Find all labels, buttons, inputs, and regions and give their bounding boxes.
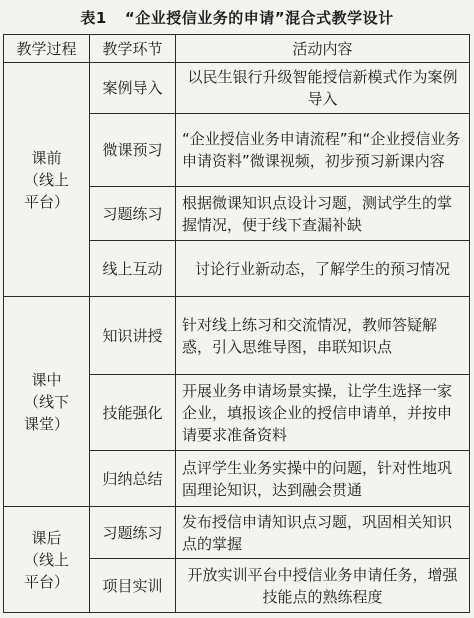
content-cell: “企业授信业务申请流程”和“企业授信业务申请资料”微课视频，初步预习新课内容 — [176, 114, 470, 187]
table-row — [4, 297, 470, 375]
stage-cell-pre — [4, 63, 90, 297]
header-content: 活动内容 — [176, 35, 470, 63]
header-row — [4, 35, 470, 63]
section-cell: 归纳总结 — [90, 451, 176, 507]
table-caption — [0, 0, 474, 34]
table-number: 表1 — [80, 8, 107, 27]
table-row — [4, 63, 470, 114]
stage-line: 课后 — [31, 528, 62, 547]
header-section: 教学环节 — [90, 35, 176, 63]
section-cell: 线上互动 — [90, 241, 176, 297]
content-cell: 点评学生业务实操中的问题，针对性地巩固理论知识，达到融会贯通 — [176, 451, 470, 507]
stage-line: （线下 — [23, 392, 69, 411]
section-cell: 知识讲授 — [90, 297, 176, 375]
stage-cell-post — [4, 507, 90, 613]
content-cell: 开放实训平台中授信业务申请任务，增强技能点的熟练程度 — [176, 559, 470, 613]
stage-line: 平台） — [23, 572, 69, 591]
content-cell: 以民生银行升级智能授信新模式作为案例导入 — [176, 63, 470, 114]
section-cell: 案例导入 — [90, 63, 176, 114]
stage-line: （线上 — [23, 550, 69, 569]
stage-line: 课前 — [31, 148, 62, 167]
section-cell: 习题练习 — [90, 507, 176, 559]
content-cell: 讨论行业新动态，了解学生的预习情况 — [176, 241, 470, 297]
table-row — [4, 507, 470, 559]
stage-line: （线上 — [23, 170, 69, 189]
teaching-design-table — [3, 34, 470, 613]
table-title: “企业授信业务的申请”混合式教学设计 — [124, 8, 394, 27]
content-cell: 根据微课知识点设计习题，测试学生的掌握情况，便于线下查漏补缺 — [176, 187, 470, 241]
section-cell: 技能强化 — [90, 375, 176, 451]
section-cell: 习题练习 — [90, 187, 176, 241]
section-cell: 项目实训 — [90, 559, 176, 613]
stage-line: 课堂） — [23, 414, 69, 433]
stage-cell-in — [4, 297, 90, 507]
content-cell: 针对线上练习和交流情况，教师答疑解惑，引入思维导图，串联知识点 — [176, 297, 470, 375]
stage-line: 平台） — [23, 192, 69, 211]
header-stage: 教学过程 — [4, 35, 90, 63]
content-cell: 开展业务申请场景实操，让学生选择一家企业，填报该企业的授信申请单，并按申请要求准备资料 — [176, 375, 470, 451]
stage-line: 课中 — [31, 370, 62, 389]
section-cell: 微课预习 — [90, 114, 176, 187]
content-cell: 发布授信申请知识点习题，巩固相关知识点的掌握 — [176, 507, 470, 559]
